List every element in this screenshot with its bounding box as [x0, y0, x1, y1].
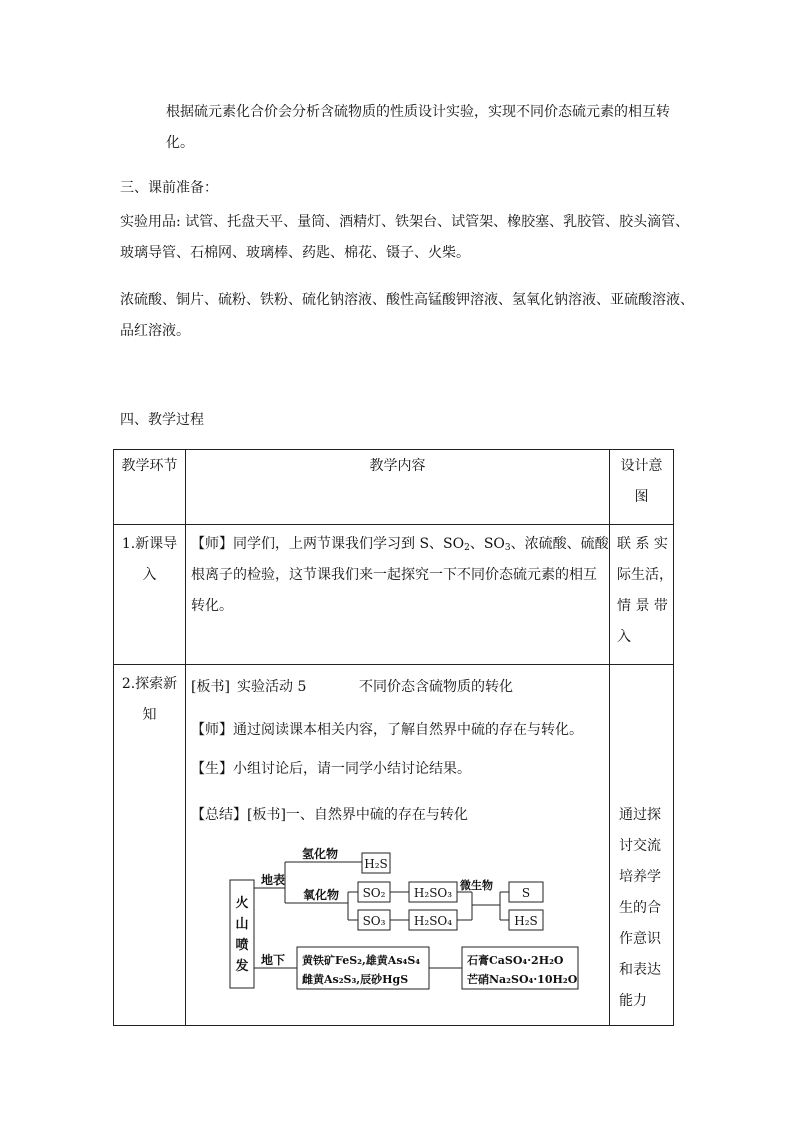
header-content: 教学内容 [369, 458, 426, 474]
row2-stage-2: 知 [142, 707, 157, 723]
oxide-label: 氧化物 [303, 888, 340, 902]
materials-line-1: 实验用品: 试管、托盘天平、量筒、酒精灯、铁架台、试管架、橡胶塞、乳胶管、胶头滴管、 [120, 214, 690, 230]
sulfates-line-1: 石膏CaSO₄·2H₂O [467, 954, 564, 967]
h2so4-text: H₂SO₄ [413, 914, 453, 928]
sulfates-line-2: 芒硝Na₂SO₄·10H₂O [467, 973, 578, 986]
volcano-char-3: 喷 [235, 938, 249, 953]
header-stage: 教学环节 [121, 458, 178, 474]
minerals-line-2: 雌黄As₂S₃,辰砂HgS [302, 973, 409, 986]
section4-heading: 四、教学过程 [120, 412, 204, 428]
row2-intent-7: 能力 [619, 993, 647, 1009]
hydride-label: 氢化物 [302, 847, 339, 861]
row2-intent-3: 培养学 [619, 869, 661, 885]
activity-title: 不同价态含硫物质的转化 [359, 679, 513, 695]
intro-line-2: 化。 [166, 135, 194, 151]
so3-text: SO₃ [362, 914, 386, 928]
volcano-char-2: 山 [235, 917, 249, 932]
row1-stage-2: 入 [142, 567, 157, 583]
minerals-line-1: 黄铁矿FeS₂,雄黄As₄S₄ [302, 954, 421, 967]
intro-line-1: 根据硫元素化合价会分析含硫物质的性质设计实验，实现不同价态硫元素的相互转 [166, 104, 670, 120]
surface-label: 地表 [261, 873, 286, 887]
h2so3-text: H₂SO₃ [413, 886, 453, 900]
microbe-label: 微生物 [460, 879, 493, 892]
board-tag: [板书] [191, 679, 230, 695]
row2-intent-4: 生的合 [619, 900, 661, 916]
row2-student-line: 【生】小组讨论后，请一同学小结讨论结果。 [191, 761, 471, 777]
h2s-microbe-text: H₂S [514, 914, 538, 928]
row1-content-line-2: 根离子的检验，这节课我们来一起探究一下不同价态硫元素的相互 [191, 567, 597, 583]
row2-intent-5: 作意识 [619, 931, 661, 947]
row1-content-line-3: 转化。 [191, 598, 233, 614]
reagents-line-1: 浓硫酸、铜片、硫粉、铁粉、硫化钠溶液、酸性高锰酸钾溶液、氢氧化钠溶液、亚硫酸溶液、 [120, 292, 694, 308]
teacher-tag: 【师】 [191, 536, 233, 552]
row2-intent-6: 和表达 [619, 962, 661, 978]
row1-intent-1: 联 系 实 [617, 536, 668, 552]
row1-intent-3: 情 景 带 [617, 598, 668, 614]
row1-intent-2: 际生活， [617, 567, 673, 583]
so2-text: SO₂ [362, 886, 386, 900]
reagents-line-2: 品红溶液。 [120, 323, 190, 339]
underground-label: 地下 [261, 953, 286, 967]
row1-intent-4: 入 [617, 629, 631, 645]
sulfur-text: S [521, 886, 531, 900]
row2-intent-1: 通过探 [619, 807, 661, 823]
row2-intent-2: 讨交流 [619, 838, 661, 854]
volcano-char-4: 发 [235, 959, 249, 974]
section3-heading: 三、课前准备： [120, 180, 218, 196]
header-intent-1: 设计意 [620, 458, 663, 474]
row1-stage-1: 1.新课导 [121, 536, 178, 552]
row2-summary-line: 【总结】[板书]一、自然界中硫的存在与转化 [191, 807, 468, 823]
volcano-char-1: 火 [235, 896, 249, 911]
h2s-text: H₂S [364, 857, 388, 871]
header-intent-2: 图 [634, 489, 649, 505]
row2-teacher-line: 【师】通过阅读课本相关内容，了解自然界中硫的存在与转化。 [191, 722, 583, 738]
materials-line-2: 玻璃导管、石棉网、玻璃棒、药匙、棉花、镊子、火柴。 [120, 245, 470, 261]
row2-stage-1: 2.探索新 [121, 676, 178, 692]
activity-label: 实验活动 5 [237, 679, 307, 695]
row1-content-line-1: 【师】同学们，上两节课我们学习到 S、$SO_2$、$SO_3$、浓硫酸、硫酸 [191, 536, 609, 553]
